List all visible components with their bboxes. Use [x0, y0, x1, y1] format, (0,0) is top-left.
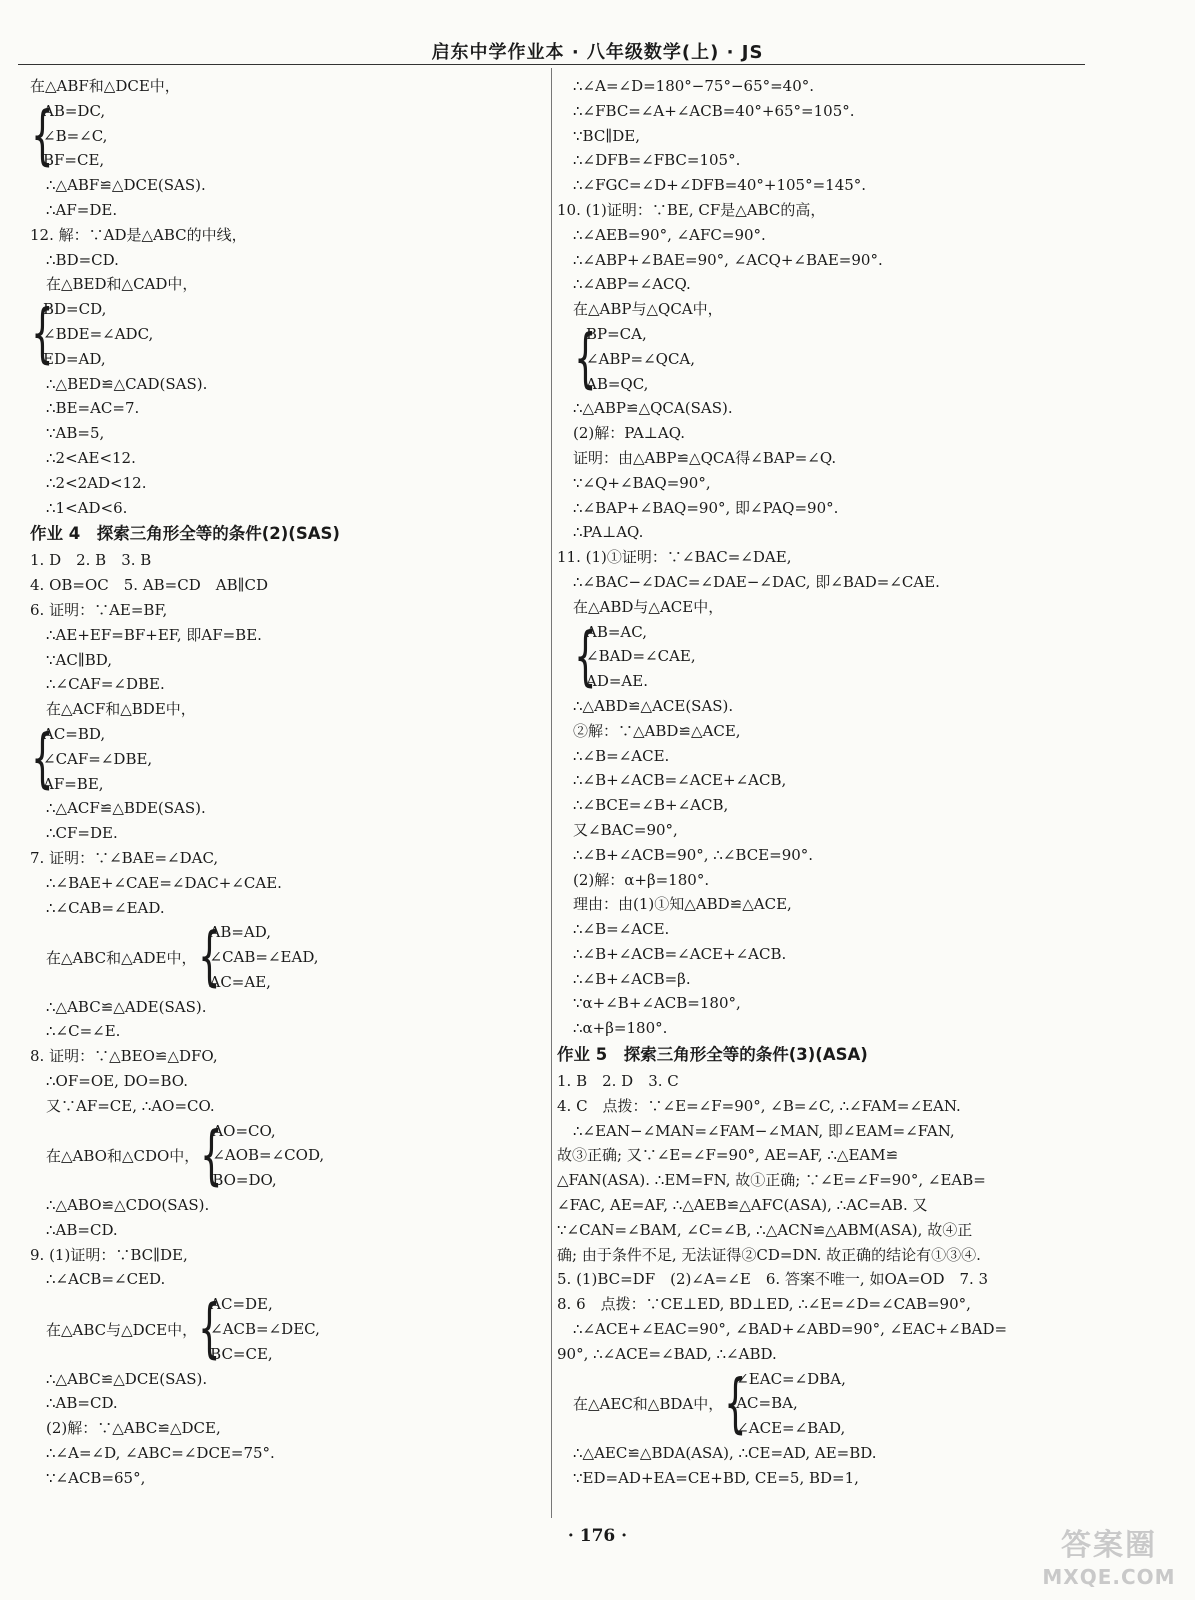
condition: ∠AOB=∠COD,: [212, 1146, 325, 1165]
brace-icon: {: [574, 619, 597, 694]
condition: ∠CAF=∠DBE,: [43, 749, 153, 768]
condition-list: [210, 1292, 320, 1366]
text-line: ∴∠ABP+∠BAE=90°, ∠ACQ+∠BAE=90°.: [573, 250, 883, 269]
brace-group: [30, 99, 550, 173]
text-line: ∴∠B+∠ACB=90°, ∴∠BCE=90°.: [573, 845, 814, 864]
condition: ED=AD,: [43, 349, 106, 368]
brace-icon: {: [574, 322, 597, 397]
text-line: ∴2<2AD<12.: [46, 473, 147, 492]
condition-list: [736, 1367, 846, 1441]
page-number: · 176 ·: [567, 1526, 628, 1546]
text-line: ∴CF=DE.: [46, 824, 118, 843]
text-line: 在△ABF和△DCE中，: [30, 77, 180, 95]
text-line: ∴∠CAF=∠DBE.: [46, 675, 165, 694]
text-line: ∴AB=CD.: [46, 1394, 118, 1413]
text-line: (2)解：α+β=180°.: [573, 870, 710, 889]
watermark-logo: [1029, 1528, 1189, 1598]
text-line: ∴∠B+∠ACB=β.: [573, 969, 691, 988]
condition: ∠ABP=∠QCA,: [586, 349, 696, 368]
answer-line: 4. OB=OC 5. AB=CD AB∥CD: [30, 576, 269, 595]
condition: AB=AD,: [209, 923, 272, 942]
section-title-hw5: 作业 5 探索三角形全等的条件(3)(ASA): [557, 1045, 868, 1065]
text-line: ∴∠EAN−∠MAN=∠FAM−∠MAN, 即∠EAM=∠FAN,: [573, 1121, 955, 1140]
right-column: [557, 74, 1045, 1491]
text-line: ∵∠CAN=∠BAM, ∠C=∠B, ∴△ACN≌△ABM(ASA), 故④正: [557, 1220, 973, 1239]
brace-group: [30, 722, 550, 796]
watermark-text: 答案圈: [1061, 1528, 1157, 1563]
text-line: ∴△ACF≌△BDE(SAS).: [46, 799, 206, 818]
brace-prefix: 在△ABO和△CDO中，: [46, 1147, 200, 1166]
condition: ∠CAB=∠EAD,: [209, 948, 319, 967]
text-line: 确; 由于条件不足, 无法证得②CD=DN. 故正确的结论有①③④.: [557, 1245, 981, 1264]
text-line: ∴△ABD≌△ACE(SAS).: [573, 696, 734, 715]
text-line: ∵α+∠B+∠ACB=180°,: [573, 994, 741, 1013]
text-line: ∴△ABF≌△DCE(SAS).: [46, 176, 206, 195]
condition: AF=BE,: [43, 774, 104, 793]
condition: ∠B=∠C,: [43, 126, 108, 145]
section-title-hw4: 作业 4 探索三角形全等的条件(2)(SAS): [30, 524, 340, 544]
brace-group: [557, 322, 1045, 396]
brace-group: [30, 920, 550, 994]
problem-line: 8. 6 点拨：∵CE⊥ED, BD⊥ED, ∴∠E=∠D=∠CAB=90°,: [557, 1295, 971, 1314]
text-line: 在△BED和△CAD中，: [46, 275, 198, 294]
text-line: (2)解：PA⊥AQ.: [573, 424, 686, 443]
text-line: ∴BD=CD.: [46, 250, 119, 269]
text-line: ∴∠AEB=90°, ∠AFC=90°.: [573, 225, 766, 244]
answer-line: 1. B 2. D 3. C: [557, 1072, 679, 1091]
text-line: ∠FAC, AE=AF, ∴△AEB≌△AFC(ASA), ∴AC=AB. 又: [557, 1196, 928, 1215]
left-column: [30, 74, 550, 1491]
brace-icon: {: [200, 1118, 223, 1193]
brace-icon: {: [198, 1292, 221, 1367]
condition: AB=AC,: [586, 622, 647, 641]
condition: AC=BA,: [736, 1394, 798, 1413]
problem-line: 7. 证明：∵∠BAE=∠DAC,: [30, 848, 219, 867]
problem-line: 9. (1)证明：∵BC∥DE,: [30, 1245, 188, 1264]
text-line: 在△ACF和△BDE中，: [46, 700, 196, 719]
text-line: (2)解：∵△ABC≌△DCE,: [46, 1419, 221, 1438]
text-line: ∵∠Q+∠BAQ=90°,: [573, 473, 711, 492]
text-line: ∴1<AD<6.: [46, 498, 128, 517]
brace-group: [30, 297, 550, 371]
brace-prefix: 在△AEC和△BDA中，: [573, 1395, 724, 1414]
text-line: ∴AF=DE.: [46, 200, 118, 219]
condition: AD=AE.: [586, 672, 648, 691]
brace-prefix: 在△ABC和△ADE中，: [46, 948, 197, 967]
book-title: 启东中学作业本 · 八年级数学(上) · JS: [431, 42, 764, 63]
text-line: 故③正确; 又∵∠E=∠F=90°, AE=AF, ∴△EAM≌: [557, 1146, 899, 1165]
condition-list: [43, 722, 152, 796]
problem-line: 12. 解：∵AD是△ABC的中线，: [30, 225, 247, 244]
text-line: ∴∠C=∠E.: [46, 1022, 121, 1041]
brace-icon: {: [31, 98, 54, 173]
brace-icon: {: [724, 1366, 747, 1441]
condition: AC=BD,: [43, 724, 106, 743]
condition-list: [43, 297, 153, 371]
text-line: ∴∠B=∠ACE.: [573, 920, 670, 939]
answer-line: 1. D 2. B 3. B: [30, 551, 152, 570]
text-line: ∴∠BAC−∠DAC=∠DAE−∠DAC, 即∠BAD=∠CAE.: [573, 572, 940, 591]
text-line: ②解：∵△ABD≌△ACE,: [573, 721, 741, 740]
answer-line: 5. (1)BC=DF (2)∠A=∠E 6. 答案不唯一, 如OA=OD 7. 3: [557, 1270, 989, 1289]
brace-group: [557, 1367, 1045, 1441]
text-line: ∴∠BCE=∠B+∠ACB,: [573, 796, 729, 815]
text-line: ∴△AEC≌△BDA(ASA), ∴CE=AD, AE=BD.: [573, 1444, 877, 1463]
text-line: ∴△ABC≌△ADE(SAS).: [46, 997, 207, 1016]
text-line: ∴∠B=∠ACE.: [573, 746, 670, 765]
condition: BC=CE,: [210, 1344, 273, 1363]
condition: AB=DC,: [43, 101, 106, 120]
text-line: ∴α+β=180°.: [573, 1019, 668, 1038]
text-line: ∴∠DFB=∠FBC=105°.: [573, 151, 741, 170]
condition: ∠BDE=∠ADC,: [43, 324, 154, 343]
text-line: ∴AB=CD.: [46, 1220, 118, 1239]
condition-list: [210, 920, 319, 994]
text-line: ∴∠CAB=∠EAD.: [46, 898, 165, 917]
condition: BF=CE,: [43, 151, 105, 170]
brace-icon: {: [31, 297, 54, 372]
condition: ∠BAD=∠CAE,: [586, 647, 696, 666]
text-line: ∵∠ACB=65°,: [46, 1468, 146, 1487]
problem-line: 10. (1)证明：∵BE, CF是△ABC的高，: [557, 200, 826, 219]
problem-line: 6. 证明：∵AE=BF,: [30, 600, 168, 619]
text-line: 证明：由△ABP≌△QCA得∠BAP=∠Q.: [573, 448, 837, 467]
text-line: ∴∠FBC=∠A+∠ACB=40°+65°=105°.: [573, 101, 855, 120]
condition: BO=DO,: [212, 1171, 277, 1190]
condition: ∠ACE=∠BAD,: [736, 1419, 846, 1438]
problem-line: 4. C 点拨：∵∠E=∠F=90°, ∠B=∠C, ∴∠FAM=∠EAN.: [557, 1096, 961, 1115]
text-line: ∴∠BAP+∠BAQ=90°, 即∠PAQ=90°.: [573, 498, 839, 517]
text-line: 又∠BAC=90°,: [573, 820, 678, 839]
condition: AC=AE,: [209, 972, 271, 991]
text-line: △FAN(ASA). ∴EM=FN, 故①正确; ∵∠E=∠F=90°, ∠EAB=: [557, 1171, 986, 1190]
text-line: ∴∠B+∠ACB=∠ACE+∠ACB.: [573, 944, 787, 963]
header-rule: [18, 64, 1085, 65]
text-line: ∴∠ACB=∠CED.: [46, 1270, 166, 1289]
text-line: ∴∠ACE+∠EAC=90°, ∠BAD+∠ABD=90°, ∠EAC+∠BAD=: [573, 1320, 1008, 1339]
text-line: ∴△ABC≌△DCE(SAS).: [46, 1369, 208, 1388]
brace-group: [30, 1119, 550, 1193]
brace-group: [557, 620, 1045, 694]
condition: ∠EAC=∠DBA,: [736, 1369, 846, 1388]
text-line: ∴∠BAE+∠CAE=∠DAC+∠CAE.: [46, 873, 282, 892]
condition: BP=CA,: [586, 324, 647, 343]
condition: AC=DE,: [210, 1295, 273, 1314]
text-line: ∴∠ABP=∠ACQ.: [573, 275, 691, 294]
text-line: 90°, ∴∠ACE=∠BAD, ∴∠ABD.: [557, 1344, 777, 1363]
text-line: 又∵AF=CE, ∴AO=CO.: [46, 1096, 215, 1115]
condition-list: [586, 322, 695, 396]
brace-icon: {: [197, 920, 221, 995]
condition-list: [212, 1119, 324, 1193]
text-line: ∴∠B+∠ACB=∠ACE+∠ACB,: [573, 771, 787, 790]
text-line: ∴△ABP≌△QCA(SAS).: [573, 399, 733, 418]
brace-group: [30, 1292, 550, 1366]
text-line: 理由：由(1)①知△ABD≌△ACE,: [573, 895, 792, 914]
text-line: ∴OF=OE, DO=BO.: [46, 1072, 188, 1091]
text-line: 在△ABP与△QCA中，: [573, 300, 723, 319]
text-line: ∴△ABO≌△CDO(SAS).: [46, 1196, 210, 1215]
brace-icon: {: [31, 722, 54, 797]
condition: BD=CD,: [43, 300, 107, 319]
text-line: ∵BC∥DE,: [573, 126, 640, 145]
text-line: ∵AC∥BD,: [46, 650, 113, 669]
text-line: ∵AB=5,: [46, 424, 105, 443]
text-line: ∴2<AE<12.: [46, 448, 136, 467]
page-header: [0, 0, 1195, 64]
problem-line: 8. 证明：∵△BEO≌△DFO,: [30, 1047, 218, 1066]
text-line: ∴BE=AC=7.: [46, 399, 140, 418]
brace-prefix: 在△ABC与△DCE中，: [46, 1320, 198, 1339]
text-line: ∴∠FGC=∠D+∠DFB=40°+105°=145°.: [573, 176, 867, 195]
condition: AB=QC,: [586, 374, 649, 393]
text-line: ∵ED=AD+EA=CE+BD, CE=5, BD=1,: [573, 1468, 859, 1487]
condition: ∠ACB=∠DEC,: [210, 1320, 320, 1339]
problem-line: 11. (1)①证明：∵∠BAC=∠DAE,: [557, 548, 792, 567]
condition-list: [586, 620, 696, 694]
text-line: ∴PA⊥AQ.: [573, 523, 644, 542]
condition: AO=CO,: [212, 1121, 276, 1140]
text-line: ∴∠A=∠D, ∠ABC=∠DCE=75°.: [46, 1444, 275, 1463]
text-line: 在△ABD与△ACE中，: [573, 597, 724, 616]
watermark-url: MXQE.COM: [1042, 1565, 1176, 1589]
text-line: ∴∠A=∠D=180°−75°−65°=40°.: [573, 77, 815, 95]
text-line: ∴△BED≌△CAD(SAS).: [46, 374, 208, 393]
column-divider: [551, 68, 552, 1518]
text-line: ∴AE+EF=BF+EF, 即AF=BE.: [46, 625, 262, 644]
